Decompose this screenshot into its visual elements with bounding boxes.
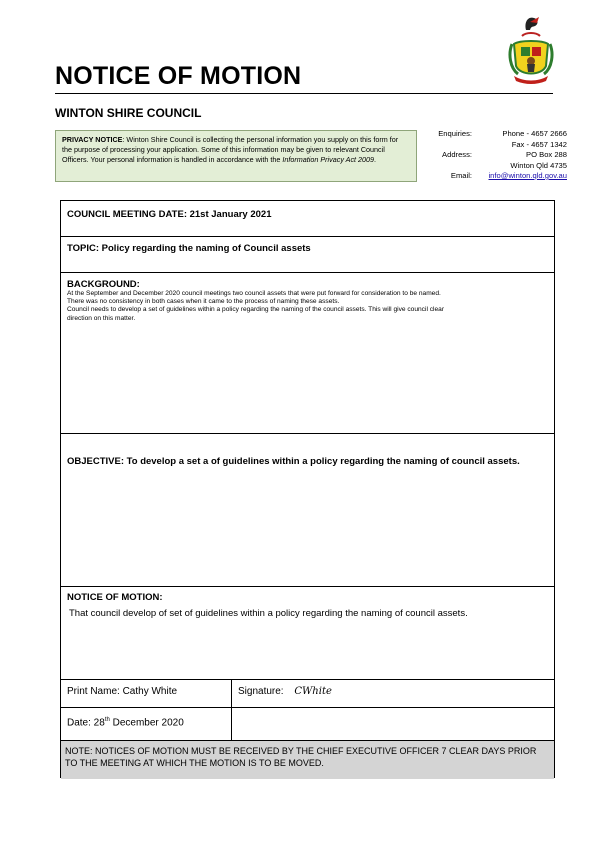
motion-text: That council develop of set of guidelines within a policy regarding the naming of council assets. — [69, 608, 468, 619]
motion-form — [60, 200, 555, 778]
background-line: direction on this matter. — [67, 314, 136, 322]
date-suffix: December 2020 — [109, 717, 184, 729]
date-prefix: Date: 28 — [67, 717, 105, 729]
submission-note: NOTE: NOTICES OF MOTION MUST BE RECEIVED BY THE CHIEF EXECUTIVE OFFICER 7 CLEAR DAYS PRIOR TO THE MEETING AT WHICH THE MOTION IS TO BE MOVED. — [61, 741, 554, 779]
address-label: Address: — [442, 150, 472, 159]
enquiries-label: Enquiries: — [438, 129, 472, 138]
signature-cell — [232, 680, 554, 707]
objective-section — [61, 434, 554, 587]
motion-heading: NOTICE OF MOTION: — [67, 592, 163, 603]
title-rule — [55, 93, 553, 94]
email-link[interactable]: info@winton.qld.gov.au — [488, 171, 567, 180]
date-row — [61, 708, 554, 741]
privacy-notice — [55, 130, 417, 182]
privacy-text: : Winton Shire Council is collecting the personal information you supply on this form for the purpose of processing your application. Some of this information may be given to relevant Council Officers. Your personal information is handled in accordance with the — [62, 135, 399, 164]
privacy-act: Information Privacy Act 2009 — [282, 155, 375, 164]
background-line: There was no consistency in both cases when it came to the process of naming these assets. — [67, 298, 340, 306]
date-sup: th — [104, 717, 110, 723]
background-heading: BACKGROUND: — [67, 279, 140, 290]
signature-image: CWhite — [294, 686, 332, 697]
signature-label: Signature: — [238, 686, 284, 697]
privacy-end: . — [374, 155, 377, 164]
meeting-date-section — [61, 201, 554, 237]
background-text — [61, 290, 554, 323]
phone: Phone - 4657 2666 — [502, 129, 567, 138]
fax: Fax - 4657 1342 — [511, 139, 567, 149]
name-signature-row — [61, 680, 554, 708]
date-cell — [61, 708, 232, 740]
privacy-label: PRIVACY NOTICE — [62, 135, 123, 144]
background-line: At the September and December 2020 council meetings two council assets that were put forward for consideration to be named. — [67, 290, 441, 297]
objective: OBJECTIVE: To develop a set a of guidelines within a policy regarding the naming of council assets. — [67, 456, 520, 467]
email-label: Email: — [450, 171, 472, 180]
po-box: PO Box 288 — [526, 150, 567, 159]
town: Winton Qld 4735 — [510, 160, 567, 170]
topic-section — [61, 237, 554, 273]
motion-section — [61, 587, 554, 680]
contact-block — [420, 129, 567, 182]
meeting-date: COUNCIL MEETING DATE: 21st January 2021 — [67, 209, 272, 220]
council-crest-logo — [508, 14, 554, 86]
topic: TOPIC: Policy regarding the naming of Council assets — [67, 243, 311, 254]
print-name: Print Name: Cathy White — [61, 680, 232, 707]
page-title: NOTICE OF MOTION — [55, 62, 302, 90]
background-line: Council needs to develop a set of guidelines within a policy regarding the naming of the council assets. This will give council clear — [67, 306, 445, 314]
organisation-name: WINTON SHIRE COUNCIL — [55, 106, 202, 120]
background-section — [61, 273, 554, 434]
